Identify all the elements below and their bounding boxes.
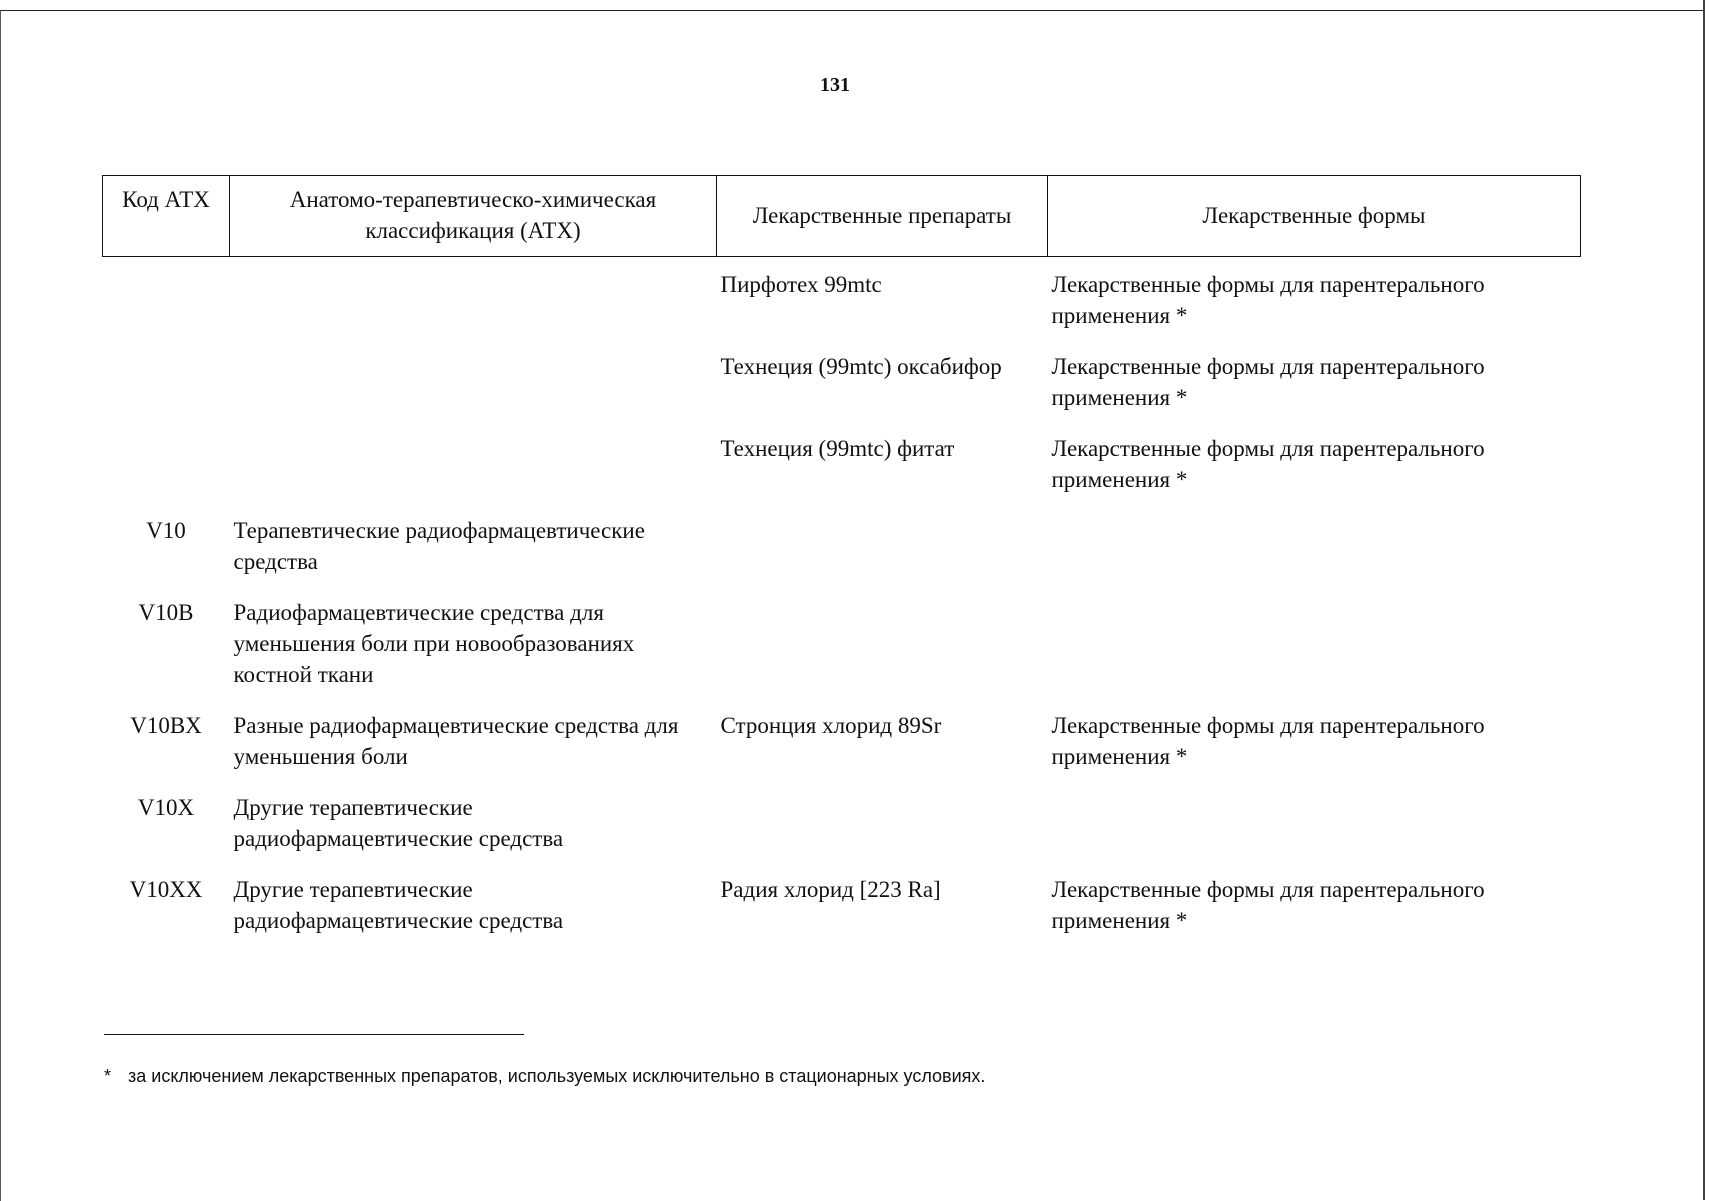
footnote-marker: * [104,1066,112,1086]
classification-cell: Радиофармацевтические средства для уменьшения боли при новообразованиях костной ткани [233,600,635,687]
atc-code-cell: V10BX [130,713,202,738]
classification-cell: Другие терапевтические радиофармацевтические средства [233,877,564,933]
drug-cell [717,792,1048,874]
drug-cell: Технеция (99mtc) оксабифор [720,354,1002,379]
drug-cell: Технеция (99mtc) фитат [720,436,955,461]
table-row [103,433,1581,515]
atc-code-cell: V10X [137,795,195,820]
drug-cell: Стронция хлорид 89Sr [720,713,942,738]
dosage-form-cell: Лекарственные формы для парентерального применения * [1051,272,1485,328]
page-number: 131 [820,74,850,96]
dosage-form-cell [1048,597,1581,710]
classification-cell [230,433,717,515]
atc-code-cell: V10B [138,600,194,625]
table-row [103,257,1581,352]
scan-edge [1703,0,1705,1200]
header-dosage-forms: Лекарственные формы [1048,176,1581,257]
atc-code-cell [103,351,230,433]
classification-cell [230,257,717,352]
drug-cell: Радия хлорид [223 Ra] [720,877,941,902]
table-row [103,874,1581,956]
dosage-form-cell: Лекарственные формы для парентерального применения * [1051,436,1485,492]
header-drugs: Лекарственные препараты [717,176,1048,257]
dosage-form-cell: Лекарственные формы для парентерального применения * [1051,354,1485,410]
footnote [104,1066,985,1087]
dosage-form-cell [1048,792,1581,874]
atc-code-cell [103,257,230,352]
table-row [103,792,1581,874]
table-header-row [103,176,1581,257]
drug-cell: Пирфотех 99mtc [720,272,882,297]
dosage-form-cell [1048,515,1581,597]
table-row [103,515,1581,597]
atc-code-cell: V10 [146,518,186,543]
table-row [103,351,1581,433]
table-row [103,710,1581,792]
header-atc-code: Код АТХ [103,176,230,257]
atc-code-cell [103,433,230,515]
footnote-divider [104,1034,524,1035]
table-row [103,597,1581,710]
drug-cell [717,597,1048,710]
footnote-text: за исключением лекарственных препаратов, используемых исключительно в стационарных условиях. [128,1066,986,1086]
drug-cell [717,515,1048,597]
classification-cell: Терапевтические радиофармацевтические средства [233,518,645,574]
classification-cell: Другие терапевтические радиофармацевтические средства [233,795,564,851]
classification-cell [230,351,717,433]
header-atc-classification: Анатомо-терапевтическо-химическая классификация (АТХ) [230,176,717,257]
atc-code-cell: V10XX [129,877,203,902]
classification-cell: Разные радиофармацевтические средства для уменьшения боли [233,713,679,769]
dosage-form-cell: Лекарственные формы для парентерального применения * [1051,877,1485,933]
dosage-form-cell: Лекарственные формы для парентерального применения * [1051,713,1485,769]
atc-table [102,175,1581,956]
